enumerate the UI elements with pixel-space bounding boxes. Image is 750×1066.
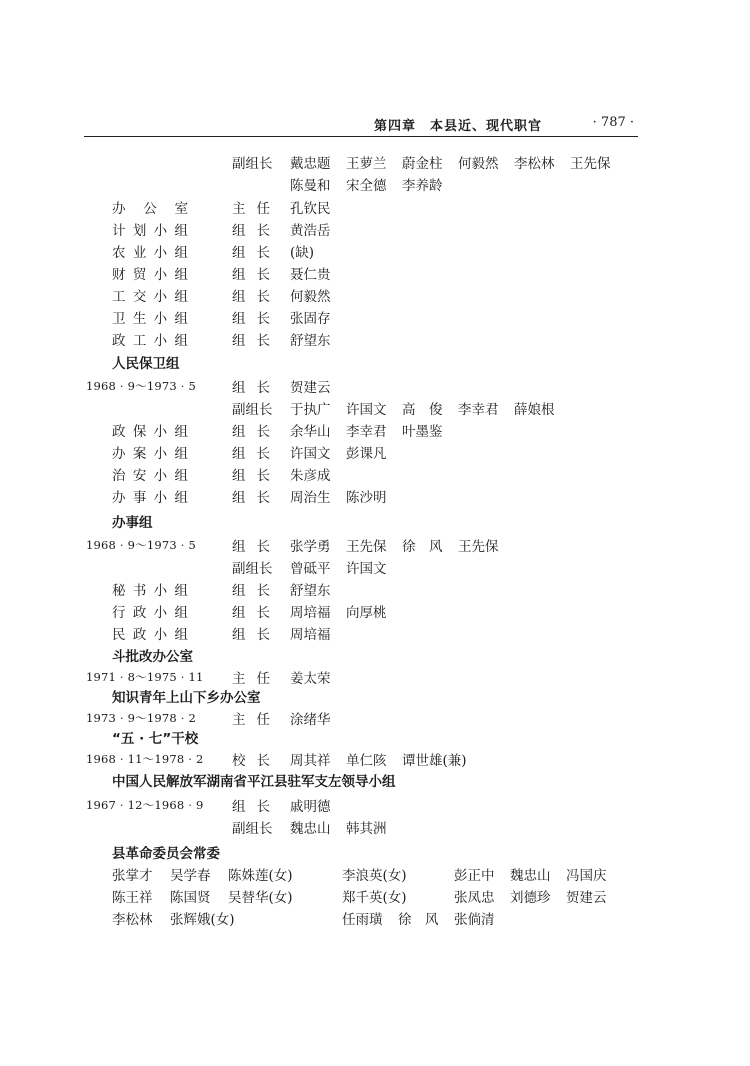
unit-name: 办公室 <box>112 201 188 217</box>
person-name: 宋全德 <box>346 178 387 194</box>
person-name: 任雨璜 <box>342 912 383 928</box>
person-name: 黄浩岳 <box>290 223 331 239</box>
unit-name: 工交小组 <box>112 289 188 305</box>
person-name: (缺) <box>290 245 315 261</box>
person-name: 徐 风 <box>398 912 439 928</box>
period: 1967 · 12～1968 · 9 <box>86 798 204 812</box>
person-name: 彭课凡 <box>346 446 387 462</box>
person-name: 王先保 <box>346 539 387 555</box>
role: 组长 <box>232 605 270 621</box>
section-title: 斗批改办公室 <box>112 649 193 665</box>
role: 组长 <box>232 223 270 239</box>
person-name: 张掌才 <box>112 868 153 884</box>
role: 主任 <box>232 712 270 728</box>
running-header <box>84 112 638 136</box>
person-name: 戚明德 <box>290 799 331 815</box>
unit-name: 卫生小组 <box>112 311 188 327</box>
unit-name: 财贸小组 <box>112 267 188 283</box>
section-title: 县革命委员会常委 <box>112 846 220 862</box>
person-name: 朱彦成 <box>290 468 331 484</box>
role: 组长 <box>232 446 270 462</box>
person-name: 陈国贤 <box>170 890 211 906</box>
role: 组长 <box>232 583 270 599</box>
header-rule <box>84 136 638 137</box>
role: 主任 <box>232 671 270 687</box>
chapter-title: 第四章 本县近、现代职官 <box>373 119 542 134</box>
person-name: 徐 风 <box>402 539 443 555</box>
role: 组长 <box>232 627 270 643</box>
person-name: 王先保 <box>570 156 611 172</box>
section-title: 人民保卫组 <box>112 356 180 372</box>
person-name: 张固存 <box>290 311 331 327</box>
person-name: 曾砥平 <box>290 561 331 577</box>
role: 组长 <box>232 245 270 261</box>
person-name: 李养龄 <box>402 178 443 194</box>
section-title: 中国人民解放军湖南省平江县驻军支左领导小组 <box>112 774 396 790</box>
role: 组长 <box>232 468 270 484</box>
unit-name: 政保小组 <box>112 424 188 440</box>
person-name: 蔚金柱 <box>402 156 443 172</box>
section-title: “五 · 七”干校 <box>112 731 199 747</box>
person-name: 向厚桃 <box>346 605 387 621</box>
person-name: 张倘清 <box>454 912 495 928</box>
person-name: 舒望东 <box>290 333 331 349</box>
role: 主任 <box>232 201 270 217</box>
person-name: 姜太荣 <box>290 671 331 687</box>
period: 1971 · 8～1975 · 11 <box>86 670 204 684</box>
unit-name: 秘书小组 <box>112 583 188 599</box>
role: 副组长 <box>232 402 273 418</box>
role: 组长 <box>232 380 270 396</box>
person-name: 王萝兰 <box>346 156 387 172</box>
person-name: 戴忠题 <box>290 156 331 172</box>
period: 1973 · 9～1978 · 2 <box>86 711 196 725</box>
unit-name: 农业小组 <box>112 245 188 261</box>
role: 组长 <box>232 490 270 506</box>
role: 组长 <box>232 799 270 815</box>
person-name: 周治生 <box>290 490 331 506</box>
person-name: 周培福 <box>290 627 331 643</box>
unit-name: 政工小组 <box>112 333 188 349</box>
person-name: 周培福 <box>290 605 331 621</box>
unit-name: 治安小组 <box>112 468 188 484</box>
person-name: 单仁陔 <box>346 753 387 769</box>
person-name: 陈沙明 <box>346 490 387 506</box>
person-name: 张辉娥(女) <box>170 912 235 928</box>
role: 组长 <box>232 289 270 305</box>
person-name: 于执广 <box>290 402 331 418</box>
role: 组长 <box>232 333 270 349</box>
person-name: 许国文 <box>346 402 387 418</box>
section-title: 办事组 <box>112 515 153 531</box>
person-name: 陈王祥 <box>112 890 153 906</box>
person-name: 舒望东 <box>290 583 331 599</box>
period: 1968 · 11～1978 · 2 <box>86 752 204 766</box>
unit-name: 办案小组 <box>112 446 188 462</box>
person-name: 李松林 <box>112 912 153 928</box>
person-name: 王先保 <box>458 539 499 555</box>
unit-name: 民政小组 <box>112 627 188 643</box>
person-name: 何毅然 <box>290 289 331 305</box>
unit-name: 计划小组 <box>112 223 188 239</box>
person-name: 叶墨鉴 <box>402 424 443 440</box>
person-name: 魏忠山 <box>290 821 331 837</box>
unit-name: 办事小组 <box>112 490 188 506</box>
role: 校长 <box>232 753 270 769</box>
role: 组长 <box>232 311 270 327</box>
role: 副组长 <box>232 821 273 837</box>
person-name: 韩其洲 <box>346 821 387 837</box>
person-name: 陈姝莲(女) <box>228 868 293 884</box>
period: 1968 · 9～1973 · 5 <box>86 538 196 552</box>
role: 副组长 <box>232 561 273 577</box>
person-name: 吴替华(女) <box>228 890 293 906</box>
person-name: 许国文 <box>290 446 331 462</box>
person-name: 余华山 <box>290 424 331 440</box>
person-name: 涂绪华 <box>290 712 331 728</box>
person-name: 李松林 <box>514 156 555 172</box>
unit-name: 行政小组 <box>112 605 188 621</box>
period: 1968 · 9～1973 · 5 <box>86 379 196 393</box>
person-name: 冯国庆 <box>566 868 607 884</box>
role: 组长 <box>232 267 270 283</box>
person-name: 吴学春 <box>170 868 211 884</box>
role: 副组长 <box>232 156 273 172</box>
person-name: 刘德珍 <box>510 890 551 906</box>
person-name: 贺建云 <box>290 380 331 396</box>
person-name: 魏忠山 <box>510 868 551 884</box>
person-name: 张学勇 <box>290 539 331 555</box>
role: 组长 <box>232 539 270 555</box>
person-name: 贺建云 <box>566 890 607 906</box>
person-name: 李浪英(女) <box>342 868 407 884</box>
person-name: 薛娘根 <box>514 402 555 418</box>
person-name: 李幸君 <box>346 424 387 440</box>
person-name: 聂仁贵 <box>290 267 331 283</box>
person-name: 孔钦民 <box>290 201 331 217</box>
person-name: 李幸君 <box>458 402 499 418</box>
person-name: 彭正中 <box>454 868 495 884</box>
person-name: 许国文 <box>346 561 387 577</box>
person-name: 谭世雄(兼) <box>402 753 467 769</box>
person-name: 郑千英(女) <box>342 890 407 906</box>
role: 组长 <box>232 424 270 440</box>
person-name: 张凤忠 <box>454 890 495 906</box>
person-name: 周其祥 <box>290 753 331 769</box>
person-name: 何毅然 <box>458 156 499 172</box>
person-name: 陈曼和 <box>290 178 331 194</box>
section-title: 知识青年上山下乡办公室 <box>112 690 261 706</box>
person-name: 高 俊 <box>402 402 443 418</box>
page-number: · 787 · <box>592 115 634 130</box>
